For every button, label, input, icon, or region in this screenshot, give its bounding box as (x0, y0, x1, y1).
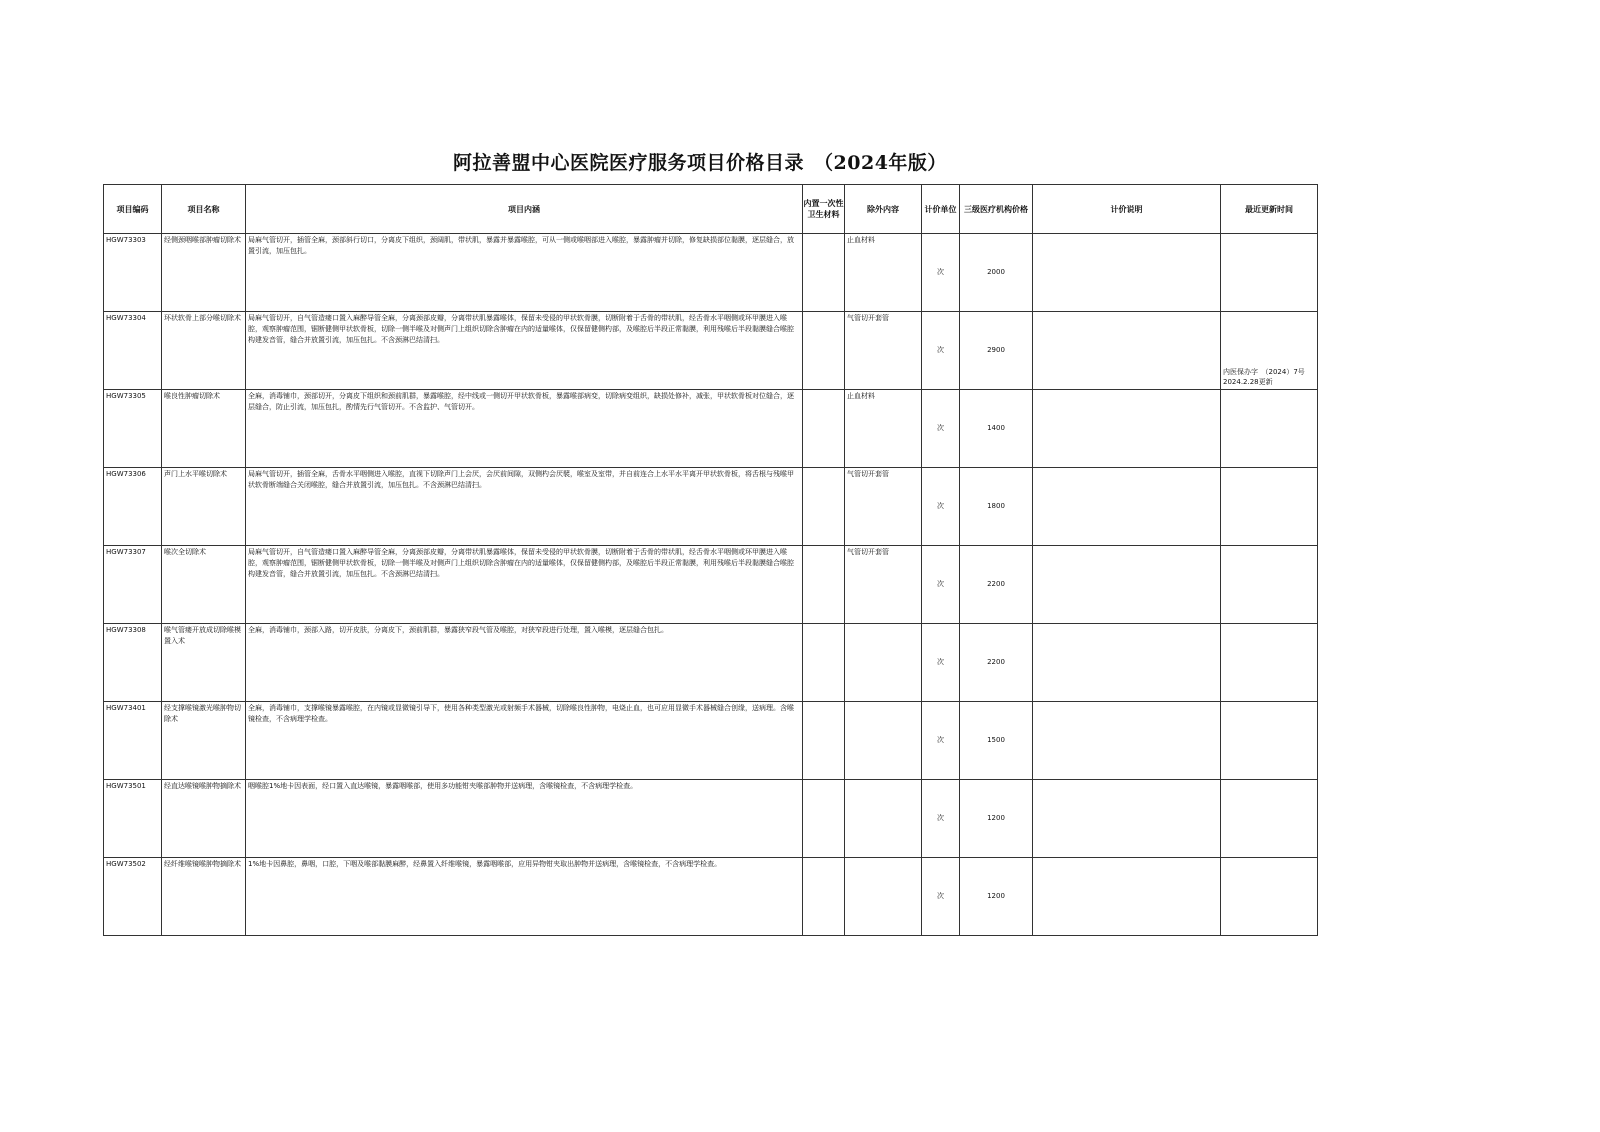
column-header-note: 计价说明 (1033, 185, 1221, 234)
update-note: 内医保办字 （2024）7号 2024.2.28更新 (1223, 368, 1305, 386)
row-exclude (845, 780, 921, 782)
row-content: 1%地卡因鼻腔，鼻咽，口腔，下咽及喉部黏膜麻醉，经鼻置入纤维喉镜，暴露咽喉部，应用异物钳夹取出肿物并送病理，含喉镜检查，不含病理学检查。 (248, 860, 722, 868)
row-note (1033, 468, 1221, 546)
row-unit: 次 (922, 702, 960, 780)
table-row (104, 312, 1318, 390)
row-content: 局麻气管切开，插管全麻，舌骨水平咽侧进入喉腔，直视下切除声门上会厌，会厌前间隙，双侧杓会厌襞，喉室及室带，并自前连合上水平水平离开甲状软骨板，将舌根与残喉甲状软骨断端缝合关闭喉腔，缝合并放置引流，加压包扎。不含颈淋巴结清扫。 (248, 470, 794, 489)
row-note (1033, 546, 1221, 624)
row-updated (1221, 780, 1318, 858)
row-note (1033, 702, 1221, 780)
row-name: 环状软骨上部分喉切除术 (164, 314, 241, 322)
page-title: 阿拉善盟中心医院医疗服务项目价格目录 （2024年版） (453, 152, 947, 174)
row-note (1033, 312, 1221, 390)
row-consumable (803, 390, 844, 392)
row-note (1033, 780, 1221, 858)
row-consumable (803, 234, 844, 236)
row-content: 局麻气管切开，自气管造瘘口置入麻醉导管全麻，分离颈部皮瓣，分离带状肌暴露喉体，保留未受侵的甲状软骨膜，切断附着于舌骨的带状肌，经舌骨水平咽侧或环甲膜进入喉腔，观察肿瘤范围，锯断健侧甲状软骨板，切除一侧半喉及对侧声门上组织切除含肿瘤在内的适量喉体，仅保留健侧杓部，及喉腔后半段正常黏膜，利用残喉后半段黏膜缝合喉腔构建发音管，缝合并放置引流，加压包扎。不含颈淋巴结清扫。 (248, 314, 794, 344)
row-updated (1221, 234, 1318, 312)
row-consumable (803, 858, 844, 860)
row-consumable (803, 624, 844, 626)
row-price: 2900 (960, 312, 1033, 390)
row-exclude: 气管切开套管 (847, 470, 889, 478)
row-content: 全麻，消毒铺巾，颈部切开，分离皮下组织和颈前肌群，暴露喉腔，经中线或一侧切开甲状软骨板，暴露喉部病变，切除病变组织，缺损处修补，减张，甲状软骨板对位缝合，逐层缝合，防止引流，加压包扎，酌情先行气管切开。不含监护、气管切开。 (248, 392, 794, 411)
row-name: 经侧颈咽喉部肿瘤切除术 (164, 236, 241, 244)
column-header-price: 三级医疗机构价格 (960, 185, 1033, 234)
row-consumable (803, 702, 844, 704)
row-exclude (845, 858, 921, 860)
row-price: 1800 (960, 468, 1033, 546)
row-price: 2000 (960, 234, 1033, 312)
row-content: 全麻，消毒铺巾，支撑喉镜暴露喉腔，在内镜或显微镜引导下，使用各种类型激光或射频手术器械，切除喉良性肿物，电烧止血，也可应用显微手术器械缝合创缘，送病理。含喉镜检查，不含病理学检查。 (248, 704, 794, 723)
row-updated (1221, 858, 1318, 936)
row-code: HGW73401 (106, 704, 146, 712)
row-content: 局麻气管切开，自气管造瘘口置入麻醉导管全麻，分离颈部皮瓣，分离带状肌暴露喉体，保留未受侵的甲状软骨膜，切断附着于舌骨的带状肌，经舌骨水平咽侧或环甲膜进入喉腔，观察肿瘤范围，锯断健侧甲状软骨板，切除一侧半喉及对侧声门上组织切除含肿瘤在内的适量喉体，仅保留健侧杓部，及喉腔后半段正常黏膜，利用残喉后半段黏膜缝合喉腔构建发音管，缝合并放置引流，加压包扎。不含颈淋巴结清扫。 (248, 548, 794, 578)
row-code: HGW73303 (106, 236, 146, 244)
table-row (104, 780, 1318, 858)
row-content: 咽喉腔1%地卡因表面，经口置入直达喉镜，暴露咽喉部，使用多功能钳夹喉部肿物并送病理，含喉镜检查，不含病理学检查。 (248, 782, 638, 790)
row-unit: 次 (922, 468, 960, 546)
row-name: 经直达喉镜喉肿物摘除术 (164, 782, 241, 790)
row-consumable (803, 468, 844, 470)
row-content: 全麻，消毒铺巾，颈部入路，切开皮肤，分离皮下，颈前肌群，暴露狭窄段气管及喉腔，对狭窄段进行处理，置入喉模，逐层缝合包扎。 (248, 626, 668, 634)
row-unit: 次 (922, 312, 960, 390)
row-updated (1221, 390, 1318, 468)
row-price: 1500 (960, 702, 1033, 780)
row-exclude (845, 702, 921, 704)
column-header-unit: 计价单位 (922, 185, 960, 234)
row-consumable (803, 780, 844, 782)
row-price: 1200 (960, 858, 1033, 936)
row-unit: 次 (922, 546, 960, 624)
row-name: 经纤维喉镜喉肿物摘除术 (164, 860, 241, 868)
row-unit: 次 (922, 390, 960, 468)
row-code: HGW73501 (106, 782, 146, 790)
row-consumable (803, 546, 844, 548)
row-note (1033, 390, 1221, 468)
column-header-code: 项目编码 (104, 185, 162, 234)
column-header-exclude: 除外内容 (845, 185, 922, 234)
row-price: 1400 (960, 390, 1033, 468)
price-table (103, 184, 1318, 936)
row-name: 声门上水平喉切除术 (164, 470, 227, 478)
row-note (1033, 858, 1221, 936)
column-header-consumable: 内置一次性卫生材料 (803, 185, 845, 234)
table-row (104, 390, 1318, 468)
row-name: 喉气管瘘开放成切除喉模置入术 (164, 626, 241, 645)
row-updated (1221, 312, 1318, 390)
table-row (104, 624, 1318, 702)
row-price: 1200 (960, 780, 1033, 858)
row-exclude: 止血材料 (847, 236, 875, 244)
row-exclude: 止血材料 (847, 392, 875, 400)
row-code: HGW73502 (106, 860, 146, 868)
row-exclude: 气管切开套管 (847, 314, 889, 322)
row-updated (1221, 468, 1318, 546)
column-header-content: 项目内涵 (246, 185, 803, 234)
row-name: 喉次全切除术 (164, 548, 206, 556)
row-exclude: 气管切开套管 (847, 548, 889, 556)
row-price: 2200 (960, 624, 1033, 702)
row-updated (1221, 702, 1318, 780)
row-consumable (803, 312, 844, 314)
row-code: HGW73308 (106, 626, 146, 634)
row-name: 经支撑喉镜激光喉肿物切除术 (164, 704, 241, 723)
table-row (104, 468, 1318, 546)
row-unit: 次 (922, 858, 960, 936)
table-header-row (104, 185, 1318, 234)
row-code: HGW73304 (106, 314, 146, 322)
row-note (1033, 624, 1221, 702)
row-content: 局麻气管切开，插管全麻，颈部斜行切口，分离皮下组织，颈阔肌，带状肌，暴露并暴露喉腔，可从一侧或喉咽部进入喉腔，暴露肿瘤并切除，修复缺损部位黏膜，逐层缝合，放置引流，加压包扎。 (248, 236, 794, 255)
row-unit: 次 (922, 624, 960, 702)
row-price: 2200 (960, 546, 1033, 624)
row-note (1033, 234, 1221, 312)
table-row (104, 234, 1318, 312)
row-code: HGW73306 (106, 470, 146, 478)
column-header-name: 项目名称 (162, 185, 246, 234)
row-code: HGW73307 (106, 548, 146, 556)
table-row (104, 546, 1318, 624)
table-row (104, 702, 1318, 780)
row-name: 喉良性肿瘤切除术 (164, 392, 220, 400)
row-code: HGW73305 (106, 392, 146, 400)
row-unit: 次 (922, 780, 960, 858)
row-updated (1221, 624, 1318, 702)
column-header-updated: 最近更新时间 (1221, 185, 1318, 234)
row-unit: 次 (922, 234, 960, 312)
row-updated (1221, 546, 1318, 624)
row-exclude (845, 624, 921, 626)
table-row (104, 858, 1318, 936)
